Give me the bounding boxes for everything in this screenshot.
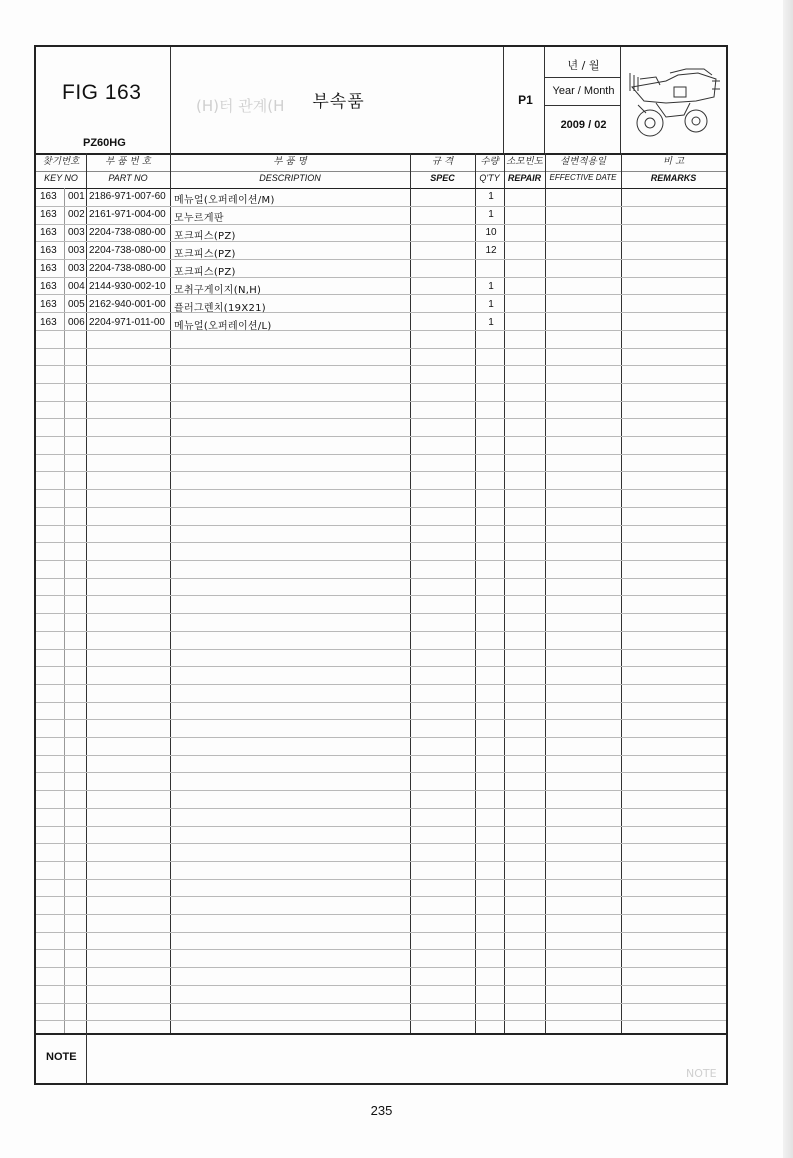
- row-rule: [36, 365, 726, 366]
- row-rule: [36, 454, 726, 455]
- table-row: [36, 261, 726, 279]
- row-rule: [36, 578, 726, 579]
- row-rule: [36, 719, 726, 720]
- row-rule: [36, 949, 726, 950]
- quantity: 12: [485, 245, 497, 256]
- key-number: 003: [68, 245, 85, 256]
- part-number: 2162-940-001-00: [89, 299, 166, 310]
- model-name: PZ60HG: [83, 137, 126, 149]
- description: 포크피스(PZ): [174, 249, 236, 260]
- quantity: 1: [488, 191, 494, 202]
- row-rule: [36, 348, 726, 349]
- row-rule: [36, 560, 726, 561]
- page-id: P1: [518, 93, 533, 107]
- description: 포크피스(PZ): [174, 231, 236, 242]
- key-number: 004: [68, 281, 85, 292]
- description: 모취구게이지(N,H): [174, 285, 262, 296]
- table-row: [36, 189, 726, 207]
- column-header-spec-english: SPEC: [430, 173, 455, 183]
- column-header-effective-date-korean: 설변적용일: [560, 156, 606, 167]
- column-header-qty-english: Q'TY: [479, 173, 500, 183]
- note-label: NOTE: [46, 1051, 77, 1063]
- row-rule: [36, 595, 726, 596]
- quantity: 1: [488, 299, 494, 310]
- row-rule: [36, 985, 726, 986]
- row-rule: [36, 684, 726, 685]
- key-number: 003: [68, 263, 85, 274]
- year-month-value: 2009 / 02: [560, 119, 607, 131]
- column-header-description-korean: 부 품 명: [273, 156, 307, 167]
- column-header-part-korean: 부 품 번 호: [105, 156, 151, 167]
- key-number: 003: [68, 227, 85, 238]
- row-rule: [36, 826, 726, 827]
- row-rule: [36, 542, 726, 543]
- row-rule: [36, 666, 726, 667]
- row-rule: [36, 932, 726, 933]
- column-header-spec-korean: 규 격: [431, 156, 454, 167]
- row-rule: [36, 471, 726, 472]
- row-rule: [36, 790, 726, 791]
- column-header-key-english: KEY NO: [44, 173, 78, 183]
- key-number: 002: [68, 209, 85, 220]
- part-number: 2161-971-004-00: [89, 209, 166, 220]
- column-header-qty-korean: 수량: [480, 156, 499, 167]
- description: 포크피스(PZ): [174, 267, 236, 278]
- row-rule: [36, 507, 726, 508]
- part-number: 2186-971-007-60: [89, 191, 166, 202]
- column-header-remarks-korean: 비 고: [662, 156, 685, 167]
- fig-number: 163: [40, 299, 57, 310]
- parts-table-frame: [34, 45, 728, 1085]
- figure-label: FIG 163: [62, 81, 142, 104]
- bleed-through-text: NOTE: [686, 1067, 717, 1080]
- row-rule: [36, 861, 726, 862]
- row-rule: [36, 383, 726, 384]
- row-rule: [36, 418, 726, 419]
- part-number: 2144-930-002-10: [89, 281, 166, 292]
- quantity: 1: [488, 209, 494, 220]
- row-rule: [36, 1020, 726, 1021]
- key-number: 001: [68, 191, 85, 202]
- column-header-key-korean: 찾기번호: [42, 156, 80, 167]
- column-header-effective-date-english: EFFECTIVE DATE: [549, 173, 617, 182]
- row-rule: [36, 401, 726, 402]
- fig-number: 163: [40, 245, 57, 256]
- row-rule: [36, 613, 726, 614]
- part-number: 2204-738-080-00: [89, 227, 166, 238]
- page-number: 235: [370, 1103, 393, 1118]
- column-header-description-english: DESCRIPTION: [259, 173, 321, 183]
- column-header-repair-korean: 소모빈도: [506, 156, 543, 167]
- table-row: [36, 279, 726, 297]
- column-header-part-english: PART NO: [108, 173, 148, 183]
- rice-transplanter-illustration: [626, 57, 722, 149]
- row-rule: [36, 755, 726, 756]
- fig-number: 163: [40, 281, 57, 292]
- table-row: [36, 243, 726, 261]
- column-header-repair-english: REPAIR: [507, 173, 542, 183]
- part-number: 2204-738-080-00: [89, 245, 166, 256]
- table-row: [36, 207, 726, 225]
- part-number: 2204-971-011-00: [89, 317, 165, 328]
- row-rule: [36, 772, 726, 773]
- description: 메뉴얼(오퍼레이션/L): [174, 321, 272, 332]
- row-rule: [36, 631, 726, 632]
- row-rule: [36, 525, 726, 526]
- description: 플러그렌치(19X21): [174, 303, 267, 314]
- table-row: [36, 315, 726, 333]
- description: 모누르게판: [174, 213, 224, 224]
- year-month-korean: 년 / 월: [567, 59, 600, 72]
- fig-number: 163: [40, 227, 57, 238]
- bleed-through-text: (H)터 관계(H: [196, 97, 285, 115]
- year-month-english: Year / Month: [552, 85, 615, 97]
- row-rule: [36, 702, 726, 703]
- row-rule: [36, 879, 726, 880]
- row-rule: [36, 843, 726, 844]
- quantity: 1: [488, 317, 494, 328]
- row-rule: [36, 967, 726, 968]
- row-rule: [36, 808, 726, 809]
- quantity: 1: [488, 281, 494, 292]
- quantity: 10: [485, 227, 497, 238]
- row-rule: [36, 737, 726, 738]
- fig-number: 163: [40, 317, 57, 328]
- fig-number: 163: [40, 263, 57, 274]
- key-number: 006: [68, 317, 85, 328]
- row-rule: [36, 436, 726, 437]
- fig-number: 163: [40, 209, 57, 220]
- part-number: 2204-738-080-00: [89, 263, 166, 274]
- description: 메뉴얼(오퍼레이션/M): [174, 195, 275, 206]
- table-row: [36, 225, 726, 243]
- row-rule: [36, 489, 726, 490]
- column-header-remarks-english: REMARKS: [650, 173, 697, 183]
- row-rule: [36, 896, 726, 897]
- row-rule: [36, 914, 726, 915]
- row-rule: [36, 649, 726, 650]
- fig-number: 163: [40, 191, 57, 202]
- row-rule: [36, 1003, 726, 1004]
- key-number: 005: [68, 299, 85, 310]
- page-title: 부속품: [312, 92, 365, 112]
- table-row: [36, 297, 726, 315]
